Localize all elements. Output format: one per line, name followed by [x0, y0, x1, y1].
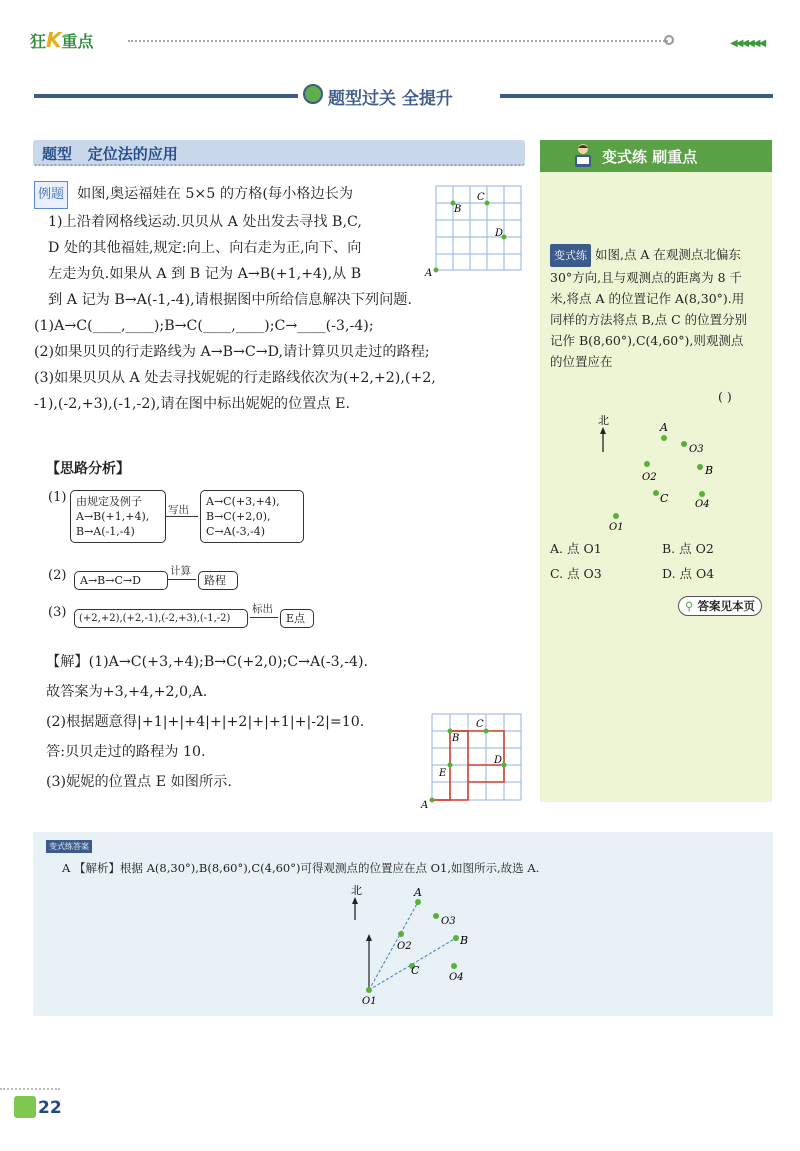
solution-line-1: 【解】(1)A→C(+3,+4);B→C(+2,0);C→A(-3,-4). [46, 654, 369, 670]
north-arrow-icon [600, 427, 606, 434]
option-c[interactable]: C. 点 O3 [550, 566, 602, 581]
header-divider [128, 40, 668, 42]
answer-label-a: A [414, 886, 422, 899]
solution-line-5: (3)妮妮的位置点 E 如图所示. [46, 774, 232, 790]
analysis-step2-label: (2) [48, 568, 67, 583]
analysis-step3-arrow-label: 标出 [252, 603, 273, 615]
sol-label-e: E [439, 768, 447, 779]
practice-label-b: B [705, 464, 714, 477]
option-b[interactable]: B. 点 O2 [662, 541, 714, 556]
practice-label-c: C [660, 492, 669, 505]
example-grid-figure [424, 180, 528, 280]
analysis-step1-box1: 由规定及例子 A→B(+1,+4), B→A(-1,-4) [70, 490, 166, 543]
header-arrows-icon: ◀◀◀◀◀◀ [730, 38, 765, 49]
sol-label-a: A [421, 800, 429, 810]
north-label: 北 [598, 414, 609, 427]
analysis-step3-arrow [250, 617, 278, 618]
analysis-step3-label: (3) [48, 605, 67, 620]
sol-label-d: D [494, 755, 503, 766]
practice-point-o2 [644, 461, 650, 467]
student-reading-icon [572, 143, 594, 169]
answer-point-a [415, 899, 421, 905]
analysis-step3-box1: (+2,+2),(+2,-1),(-2,+3),(-1,-2) [74, 609, 248, 628]
example-block [34, 181, 436, 417]
example-q2: (2)如果贝贝的行走路线为 A→B→C→D,请计算贝贝走过的路程; [34, 344, 430, 360]
answer-label-o2: O2 [397, 941, 412, 952]
practice-point-o1 [613, 513, 619, 519]
page-number: 22 [38, 1098, 62, 1118]
option-d[interactable]: D. 点 O4 [662, 566, 715, 581]
analysis-step3-box2: E点 [280, 609, 314, 628]
grid-label-c: C [477, 192, 485, 203]
example-q1: (1)A→C(____,____);B→C(____,____);C→____(-3,-4); [34, 318, 374, 334]
sol-point-e-dot [448, 763, 453, 768]
practice-point-c [653, 490, 659, 496]
solution-line-4: 答:贝贝走过的路程为 10. [46, 744, 206, 760]
example-tag: 例题 [34, 181, 68, 209]
answer-north-label: 北 [351, 884, 362, 897]
see-answer-badge[interactable]: ⚲ 答案见本页 [678, 596, 762, 616]
analysis-step2-arrow [168, 579, 196, 580]
practice-line-3: 米,将点 A 的位置记作 A(8,30°).用 [550, 291, 745, 306]
practice-point-o4 [699, 491, 705, 497]
sol-point-a-dot [430, 798, 435, 803]
point-c-dot [485, 201, 490, 206]
practice-label-a: A [660, 421, 668, 434]
example-line-4: 左走为负.如果从 A 到 B 记为 A→B(+1,+4),从 B [48, 266, 362, 282]
example-q3: (3)如果贝贝从 A 处去寻找妮妮的行走路线依次为(+2,+2),(+2, [34, 370, 436, 386]
practice-figure [590, 410, 730, 535]
analysis-step1-arrow [166, 516, 198, 517]
answer-point-o3 [433, 913, 439, 919]
grid-label-b: B [454, 204, 462, 215]
option-a[interactable]: A. 点 O1 [550, 541, 602, 556]
sol-label-c: C [476, 719, 484, 730]
answer-tag: 变式练答案 [46, 840, 92, 853]
practice-question [550, 244, 747, 372]
analysis-heading: 【思路分析】 [46, 461, 130, 477]
example-line-2: 1)上沿着网格线运动.贝贝从 A 处出发去寻找 B,C, [48, 214, 362, 230]
band-line-right [500, 94, 773, 98]
practice-line-5: 记作 B(8,60°),C(4,60°),则观测点 [550, 333, 744, 348]
answer-label-o1: O1 [362, 996, 377, 1007]
analysis-step2-arrow-label: 计算 [170, 565, 191, 577]
analysis-step2-box1: A→B→C→D [74, 571, 168, 590]
practice-label-o3: O3 [689, 444, 704, 455]
solution-line-3: (2)根据题意得|+1|+|+4|+|+2|+|+1|+|-2|=10. [46, 714, 365, 730]
brand-logo: 狂K重点 [30, 28, 94, 52]
header-circle-ornament [664, 35, 674, 45]
analysis-step1-box2: A→C(+3,+4), B→C(+2,0), C→A(-3,-4) [200, 490, 304, 543]
page-badge-icon [14, 1096, 36, 1118]
solution-line-2: 故答案为+3,+4,+2,0,A. [46, 684, 208, 700]
practice-line-6: 的位置应在 [550, 354, 613, 369]
practice-line-1: 变式练 如图,点 A 在观测点北偏东 [550, 244, 747, 267]
band-line-left [34, 94, 298, 98]
practice-point-o3 [681, 441, 687, 447]
solution-grid-figure [420, 708, 528, 810]
practice-label-o2: O2 [642, 472, 657, 483]
sol-point-c-dot [484, 729, 489, 734]
answer-point-o4 [451, 963, 457, 969]
answer-figure [340, 880, 490, 1008]
solution-block [46, 647, 368, 797]
grid-label-d: D [495, 228, 504, 239]
grid-label-a: A [425, 268, 433, 279]
practice-line-2: 30°方向,且与观测点的距离为 8 千 [550, 270, 743, 285]
answer-label-b: B [460, 934, 469, 947]
practice-label-o1: O1 [609, 522, 624, 533]
footer-divider [0, 1088, 60, 1090]
answer-label-c: C [411, 964, 420, 977]
practice-point-a [661, 435, 667, 441]
answer-point-b [453, 935, 459, 941]
answer-north-arrow-icon [352, 897, 358, 904]
practice-panel-title: 变式练 刷重点 [602, 148, 698, 166]
answer-point-o2 [398, 931, 404, 937]
pin-icon: ⚲ [685, 599, 694, 613]
answer-point-o1 [366, 987, 372, 993]
answer-label-o3: O3 [441, 916, 456, 927]
topic-title: 题型 定位法的应用 [42, 145, 178, 163]
practice-line-4: 同样的方法将点 B,点 C 的位置分别 [550, 312, 748, 327]
practice-point-b [697, 464, 703, 470]
example-line-1: 例题 如图,奥运福娃在 5×5 的方格(每小格边长为 [34, 181, 436, 209]
answer-label-o4: O4 [449, 972, 464, 983]
answer-blank: ( ) [718, 389, 732, 404]
section-band-title: 题型过关 全提升 [328, 89, 453, 109]
sol-point-d-dot [502, 763, 507, 768]
answer-text: A 【解析】根据 A(8,30°),B(8,60°),C(4,60°)可得观测点的位置应在点 O1,如图所示,故选 A. [62, 861, 540, 875]
example-line-3: D 处的其他福娃,规定:向上、向右走为正,向下、向 [48, 240, 362, 256]
practice-tag: 变式练 [550, 244, 591, 267]
point-a-dot [434, 268, 439, 273]
practice-label-o4: O4 [695, 499, 710, 510]
analysis-step1-label: (1) [48, 490, 67, 505]
sol-label-b: B [452, 733, 460, 744]
analysis-step2-box2: 路程 [198, 571, 238, 590]
example-q3-cont: -1),(-2,+3),(-1,-2),请在图中标出妮妮的位置点 E. [34, 396, 351, 412]
band-ball-icon [303, 84, 323, 104]
analysis-step1-arrow-label: 写出 [168, 504, 189, 516]
example-line-5: 到 A 记为 B→A(-1,-4),请根据图中所给信息解决下列问题. [48, 292, 412, 308]
